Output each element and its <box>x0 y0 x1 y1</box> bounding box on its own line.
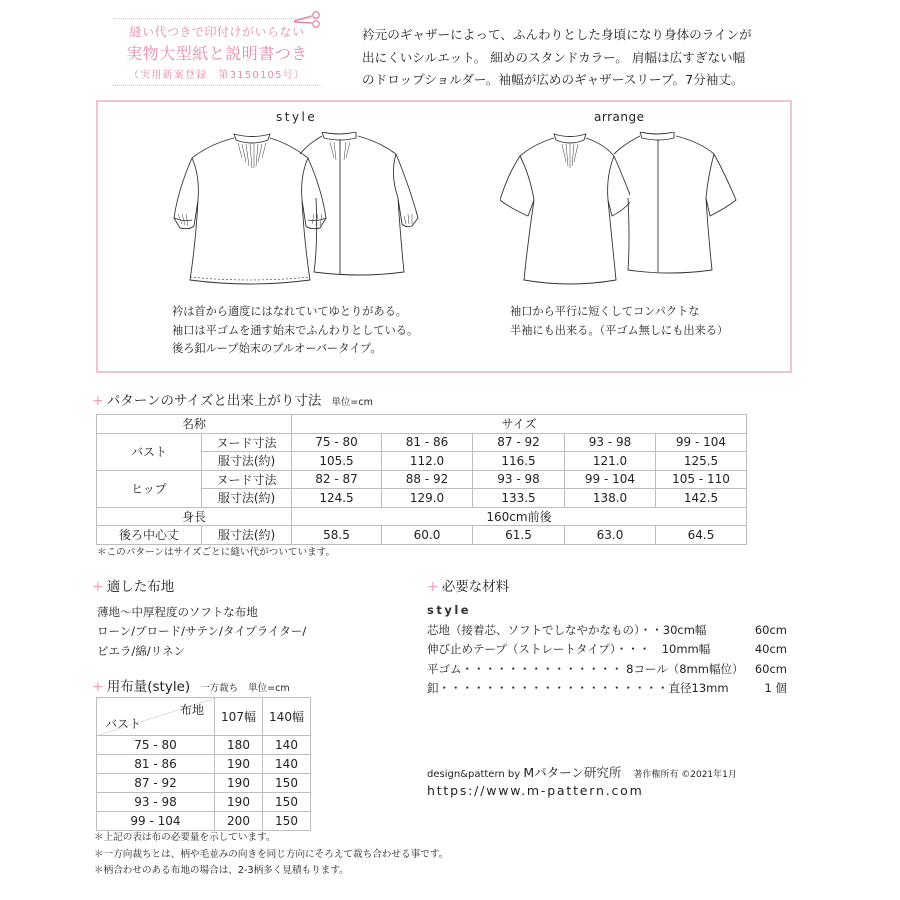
copyright: 著作権所有 ©2021年1月 <box>633 770 737 780</box>
section-title: パターンのサイズと出来上がり寸法 <box>106 393 322 409</box>
dotted-divider <box>112 85 322 86</box>
table-cell: 75 - 80 <box>292 433 382 452</box>
table-cell: 99 - 104 <box>565 470 656 489</box>
credit-line <box>427 763 737 781</box>
table-cell: 125.5 <box>656 452 747 471</box>
plus-icon: + <box>427 579 439 595</box>
back-length-label: 後ろ中心丈 <box>97 526 202 545</box>
material-qty: 1 個 <box>764 681 787 695</box>
badge-line-3: （実用新案登録 第3150105号） <box>128 70 306 81</box>
table-row <box>97 736 311 755</box>
table-cell: 190 <box>215 774 263 793</box>
caption-line: 衿は首から適度にはなれていてゆとりがある。 <box>172 305 407 318</box>
table-cell: 88 - 92 <box>382 470 473 489</box>
corner-header <box>97 698 215 736</box>
fabric-line: ビエラ/綿/リネン <box>97 643 186 658</box>
material-item <box>427 679 787 699</box>
section-title: 適した布地 <box>106 579 175 595</box>
table-cell: 81 - 86 <box>382 433 473 452</box>
size-note: ＊このパターンはサイズごとに縫い代がついています。 <box>97 547 336 558</box>
description-line: のドロップショルダー。袖幅が広めのギャザースリーブ。7分袖丈。 <box>362 72 744 87</box>
header-name: 名称 <box>97 415 292 434</box>
material-name: 伸び止めテープ（ストレートタイプ）・・・ 10mm幅 <box>427 642 711 656</box>
brand-name: Mパターン研究所 <box>523 765 622 780</box>
garment-label: 服寸法(約) <box>202 526 292 545</box>
material-name: 芯地（接着芯、ソフトでしなやかなもの）・・30cm幅 <box>427 622 707 637</box>
table-cell: 105 - 110 <box>656 470 747 489</box>
style-back-illustration <box>300 132 420 282</box>
table-cell: 82 - 87 <box>292 470 382 489</box>
table-row <box>97 793 311 812</box>
unit-label: 単位=cm <box>248 683 290 694</box>
table-cell: 93 - 98 <box>97 793 215 812</box>
fabric-section-heading <box>92 575 174 595</box>
table-cell: 75 - 80 <box>97 736 215 755</box>
height-label: 身長 <box>97 507 292 526</box>
table-cell: 190 <box>215 755 263 774</box>
cut-type-label: 一方裁ち <box>200 683 239 694</box>
table-cell: 93 - 98 <box>473 470 565 489</box>
section-title: 必要な材料 <box>441 579 510 595</box>
plus-icon: + <box>92 393 104 409</box>
note-line: ＊上記の表は布の必要量を示しています。 <box>94 832 276 843</box>
material-qty: 60cm <box>754 661 787 676</box>
table-row <box>97 470 747 489</box>
pattern-badge <box>112 18 322 86</box>
table-cell: 150 <box>263 774 311 793</box>
material-qty: 40cm <box>754 642 787 656</box>
table-cell: 150 <box>263 812 311 831</box>
table-row <box>97 526 747 545</box>
note-line: ＊柄合わせのある布地の場合は、2-3柄多く見積もります。 <box>94 865 349 876</box>
table-cell: 60.0 <box>382 526 473 545</box>
table-cell: 150 <box>263 793 311 812</box>
table-cell: 63.0 <box>565 526 656 545</box>
nude-label: ヌード寸法 <box>202 433 292 452</box>
table-cell: 129.0 <box>382 489 473 508</box>
arrange-back-illustration <box>610 132 750 282</box>
description-line: 出にくいシルエット。 細めのスタンドカラー。 肩幅は広すぎない幅 <box>362 49 746 65</box>
cloth-section-heading <box>92 675 290 695</box>
table-cell: 105.5 <box>292 452 382 471</box>
hip-label: ヒップ <box>97 470 202 507</box>
fabric-line: ローン/ブロード/サテン/タイプライター/ <box>97 624 307 639</box>
table-cell: 87 - 92 <box>97 774 215 793</box>
table-cell: 112.0 <box>382 452 473 471</box>
table-cell: 121.0 <box>565 452 656 471</box>
fabric-header: 布地 <box>179 703 204 717</box>
col-140-header: 140幅 <box>263 698 311 736</box>
material-name: 平ゴム・・・・・・・・・・・・・・ 8コール（8mm幅位） <box>427 661 744 676</box>
table-cell: 99 - 104 <box>656 433 747 452</box>
table-row <box>97 774 311 793</box>
caption-line: 後ろ釦ループ始末のプルオーバータイプ。 <box>172 342 382 355</box>
size-table <box>96 414 747 545</box>
cloth-notes <box>94 830 448 880</box>
variant-label: style <box>427 603 472 617</box>
table-row <box>97 755 311 774</box>
table-row <box>97 698 311 736</box>
plus-icon: + <box>92 579 104 595</box>
nude-label: ヌード寸法 <box>202 470 292 489</box>
design-description <box>362 24 802 92</box>
credit-prefix: design&pattern by <box>427 769 524 780</box>
table-cell: 133.5 <box>473 489 565 508</box>
table-cell: 93 - 98 <box>565 433 656 452</box>
material-item <box>427 640 787 660</box>
table-cell: 140 <box>263 736 311 755</box>
arrange-caption <box>510 303 728 340</box>
material-qty: 60cm <box>754 622 787 637</box>
table-cell: 116.5 <box>473 452 565 471</box>
table-cell: 190 <box>215 793 263 812</box>
material-item <box>427 621 787 641</box>
bust-label: バスト <box>97 433 202 470</box>
description-line: 衿元のギャザーによって、ふんわりとした身頃になり身体のラインが <box>362 27 752 42</box>
section-title: 用布量(style) <box>106 679 191 695</box>
fabric-list <box>97 603 306 661</box>
scissors-icon <box>292 10 322 28</box>
table-cell: 87 - 92 <box>473 433 565 452</box>
table-cell: 99 - 104 <box>97 812 215 831</box>
table-cell: 142.5 <box>656 489 747 508</box>
caption-line: 半袖にも出来る。（平ゴム無しにも出来る） <box>510 323 729 337</box>
bust-header: バスト <box>105 717 142 731</box>
table-row <box>97 812 311 831</box>
col-107-header: 107幅 <box>215 698 263 736</box>
website-link[interactable]: https://www.m-pattern.com <box>427 783 644 798</box>
header-size: サイズ <box>292 415 747 434</box>
arrange-title: arrange <box>594 110 645 124</box>
garment-label: 服寸法(約) <box>202 452 292 471</box>
cloth-amount-table <box>96 697 311 831</box>
materials-list <box>427 601 787 699</box>
caption-line: 袖口から平行に短くしてコンパクトな <box>510 305 700 318</box>
size-section-heading <box>92 389 373 409</box>
table-cell: 124.5 <box>292 489 382 508</box>
badge-line-1: 縫い代つきで印付けがいらない <box>129 25 305 39</box>
fabric-line: 薄地〜中厚程度のソフトな布地 <box>97 605 258 619</box>
table-cell: 64.5 <box>656 526 747 545</box>
table-row <box>97 507 747 526</box>
dotted-divider <box>114 18 320 19</box>
unit-label: 単位=cm <box>331 397 373 408</box>
height-value: 160cm前後 <box>292 507 747 526</box>
table-row <box>97 433 747 452</box>
note-line: ＊一方向裁ちとは、柄や毛並みの向きを同じ方向にそろえて裁ち合わせる事です。 <box>94 848 449 860</box>
plus-icon: + <box>92 679 104 695</box>
style-title: style <box>276 110 318 124</box>
table-cell: 58.5 <box>292 526 382 545</box>
badge-line-2: 実物大型紙と説明書つき <box>126 44 308 63</box>
table-cell: 61.5 <box>473 526 565 545</box>
table-cell: 138.0 <box>565 489 656 508</box>
materials-section-heading <box>427 575 509 595</box>
style-caption <box>172 303 418 359</box>
table-row <box>97 415 747 434</box>
material-name: 釦・・・・・・・・・・・・・・・・・・・・直径13mm <box>427 681 729 695</box>
table-cell: 180 <box>215 736 263 755</box>
table-cell: 140 <box>263 755 311 774</box>
table-cell: 81 - 86 <box>97 755 215 774</box>
caption-line: 袖口は平ゴムを通す始末でふんわりとしている。 <box>172 323 419 337</box>
table-cell: 200 <box>215 812 263 831</box>
garment-label: 服寸法(約) <box>202 489 292 508</box>
material-item <box>427 660 787 680</box>
